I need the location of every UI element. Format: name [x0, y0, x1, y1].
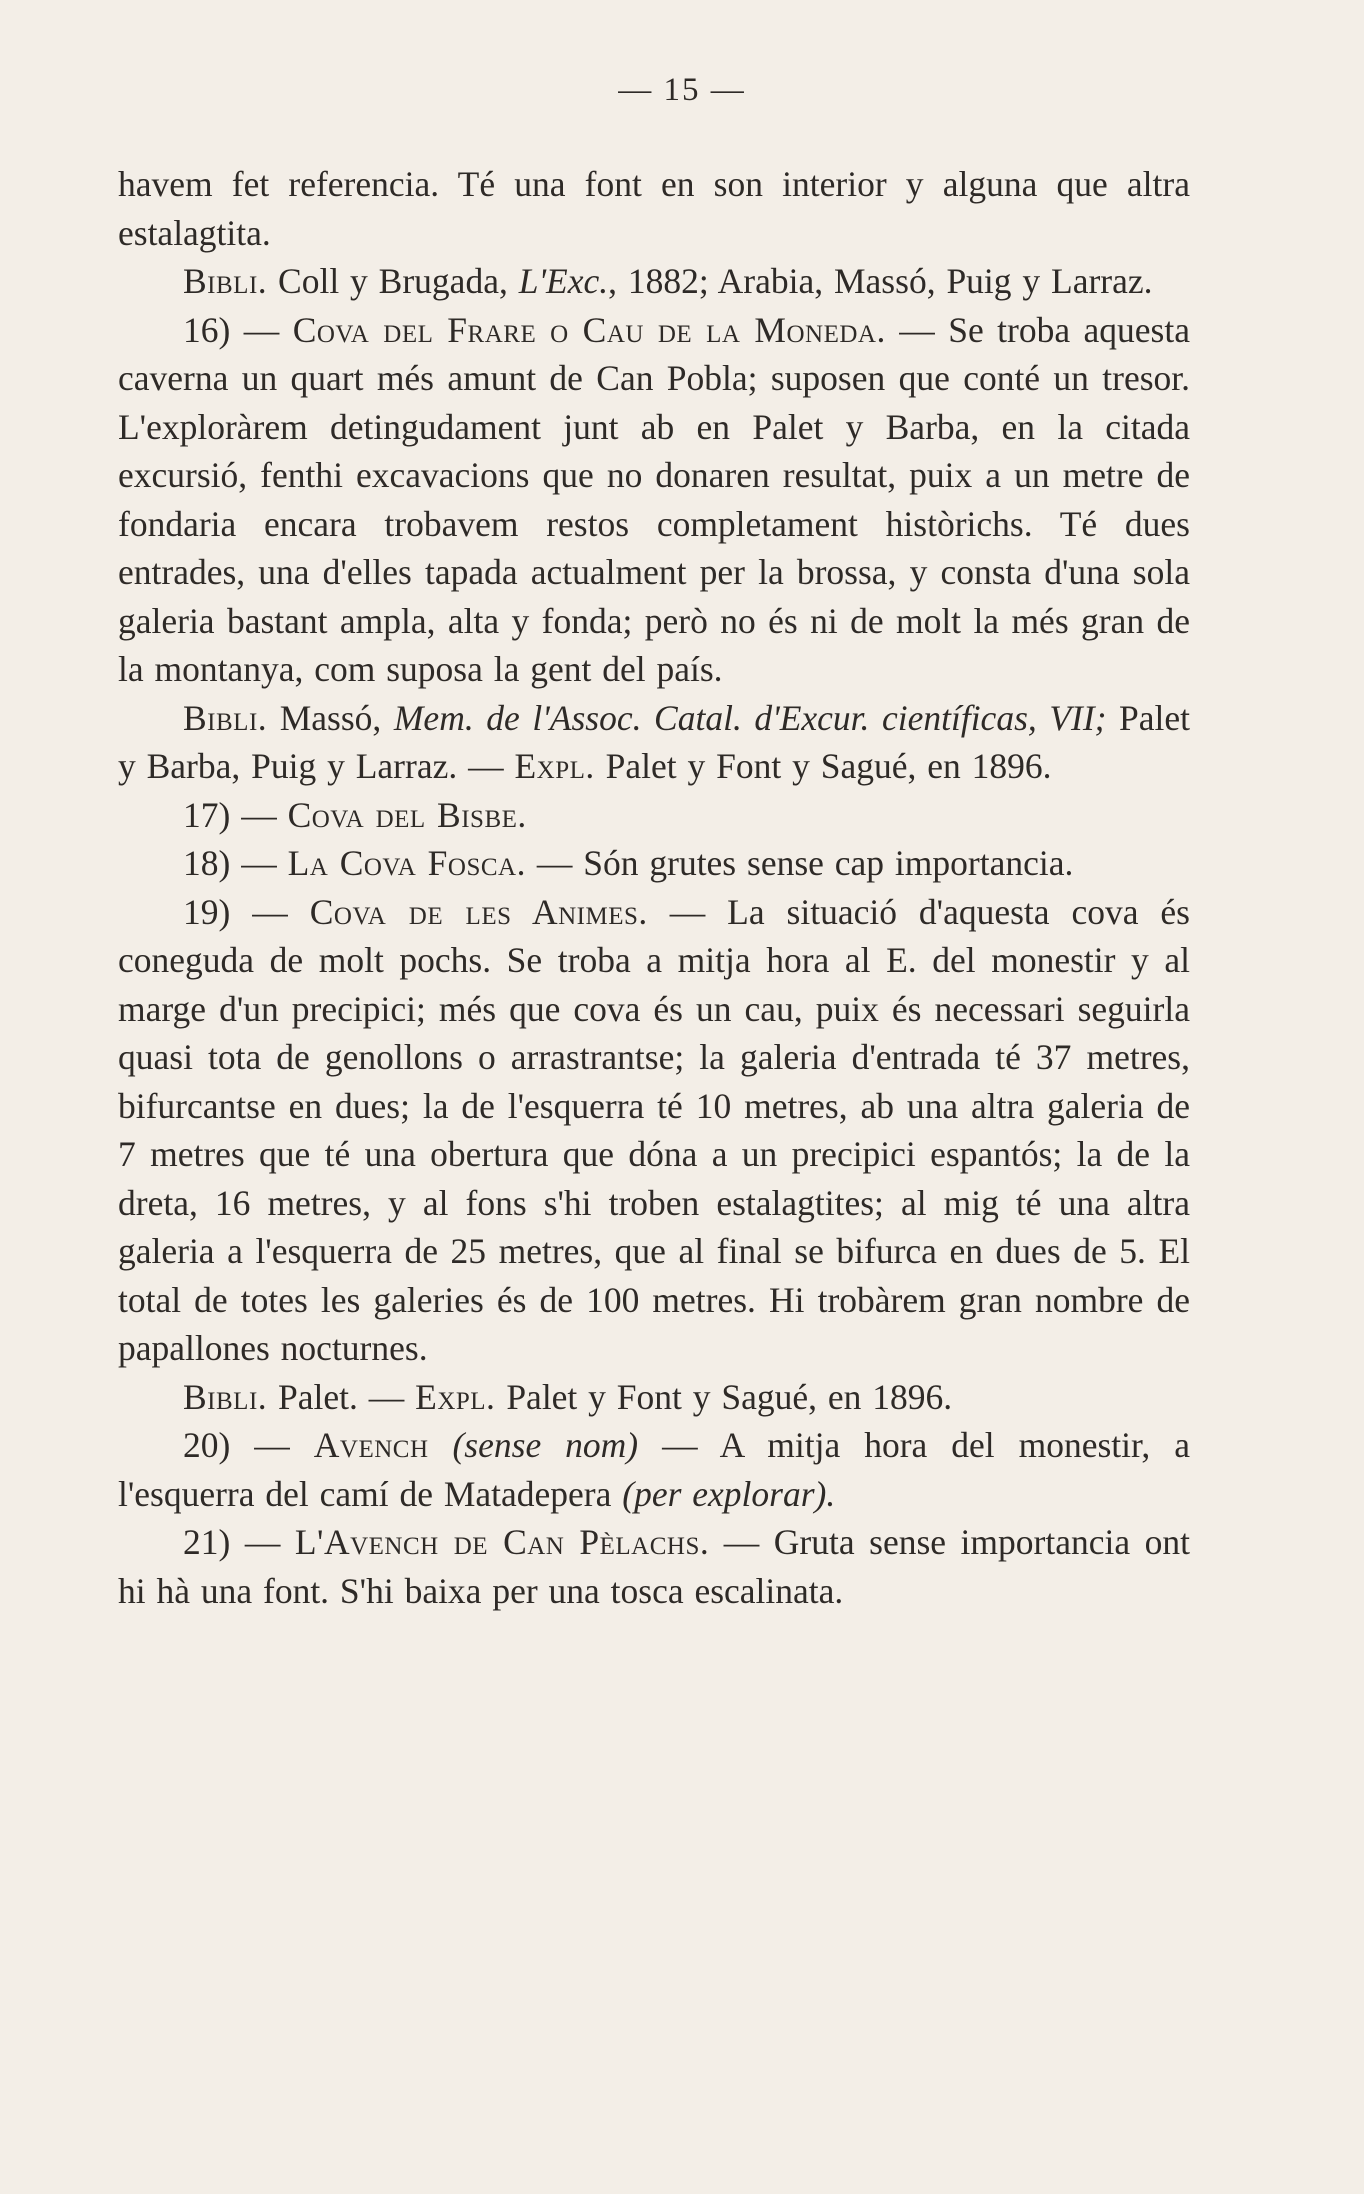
text-run-italic: (per explorar).	[622, 1473, 836, 1514]
entry-title: La Cova Fosca.	[287, 843, 526, 883]
body-text	[118, 160, 1190, 1615]
text-run: — La situació d'aquesta cova és coneguda de molt pochs. Se troba a mitja hora al E. del monestir y al marge d'un precipici; més que cova és un cau, puix és necessari seguirla quasi tota de genollons o arrastrantse; la galeria d'entrada té 37 metres, bifurcantse en dues; la de l'esquerra té 10 metres, ab una altra galeria de 7 metres que té una obertura que dóna a un precipici espantós; la de la dreta, 16 metres, y al fons s'hi troben estalagtites; al mig té una altra galeria a l'esquerra de 25 metres, que al final se bifurca en dues de 5. El total de totes les galeries és de 100 metres. Hi trobàrem gran nombre de papallones nocturnes.	[118, 891, 1190, 1368]
text-run: Massó,	[267, 697, 394, 738]
text-run: Palet. —	[267, 1376, 416, 1417]
entry-number: 17) —	[183, 794, 288, 835]
paragraph-entry-19	[118, 888, 1190, 1373]
paragraph-entry-18	[118, 839, 1190, 888]
expl-label: Expl.	[514, 746, 595, 786]
paragraph-bibliography	[118, 1373, 1190, 1422]
entry-number: 19) —	[183, 891, 310, 932]
entry-title: Cova del Frare o Cau de la Moneda.	[292, 309, 886, 350]
entry-number: 21) —	[183, 1522, 295, 1562]
text-run-italic: (sense nom)	[452, 1425, 639, 1465]
entry-number: 18) —	[183, 843, 288, 883]
page-number: — 15 —	[618, 72, 746, 108]
text-run: havem fet referencia. Té una font en son interior y alguna que altra estalagtita.	[118, 164, 1190, 253]
text-run: Palet y Barba, Puig y Larraz. —	[118, 697, 1191, 786]
entry-title: Avench	[313, 1425, 429, 1465]
text-run: , 1882; Arabia, Massó, Puig y Larraz.	[608, 261, 1153, 301]
text-run: — Són grutes sense cap importancia.	[526, 843, 1074, 883]
text-run: — Se troba aquesta caverna un quart més amunt de Can Pobla; suposen que conté un tresor. L'exploràrem detingudament junt ab en Palet y Barba, en la citada excursió, fenthi excavacions que no donaren resultat, puix a un metre de fondaria encara trobavem restos completament històrichs. Té dues entrades, una d'elles tapada actualment per la brossa, y consta d'una sola galeria bastant ampla, alta y fonda; però no és ni de molt la més gran de la montanya, com suposa la gent del país.	[118, 309, 1190, 689]
expl-label: Expl.	[415, 1376, 496, 1417]
text-run: — Gruta sense importancia ont hi hà una font. S'hi baixa per una tosca escalinata.	[118, 1522, 1190, 1611]
text-run: Palet y Font y Sagué, en 1896.	[495, 1376, 953, 1417]
entry-number: 16) —	[183, 309, 293, 350]
text-run	[429, 1425, 453, 1465]
text-run: Coll y Brugada,	[267, 261, 519, 301]
text-run: — A mitja hora del monestir, a l'esquerra del camí de Matadepera	[118, 1425, 1190, 1514]
bibli-label: Bibli.	[183, 1376, 268, 1417]
entry-title: Cova del Bisbe.	[287, 794, 527, 835]
paragraph-entry-20	[118, 1421, 1190, 1518]
paragraph-entry-16	[118, 306, 1190, 694]
bibli-label: Bibli.	[183, 261, 268, 301]
text-run-italic: Mem. de l'Assoc. Catal. d'Excur. científicas, VII;	[393, 697, 1107, 738]
entry-number: 20) —	[183, 1425, 314, 1465]
paragraph-bibliography	[118, 257, 1190, 306]
paragraph-continuation	[118, 160, 1190, 257]
entry-title: L'Avench de Can Pèlachs.	[294, 1522, 710, 1562]
text-run-italic: L'Exc.	[518, 261, 609, 301]
paragraph-entry-21	[118, 1518, 1190, 1615]
paragraph-entry-17	[118, 791, 1190, 840]
bibli-label: Bibli.	[183, 697, 268, 738]
paragraph-bibliography	[118, 694, 1190, 791]
entry-title: Cova de les Animes.	[309, 891, 648, 932]
text-run: Palet y Font y Sagué, en 1896.	[594, 746, 1052, 786]
